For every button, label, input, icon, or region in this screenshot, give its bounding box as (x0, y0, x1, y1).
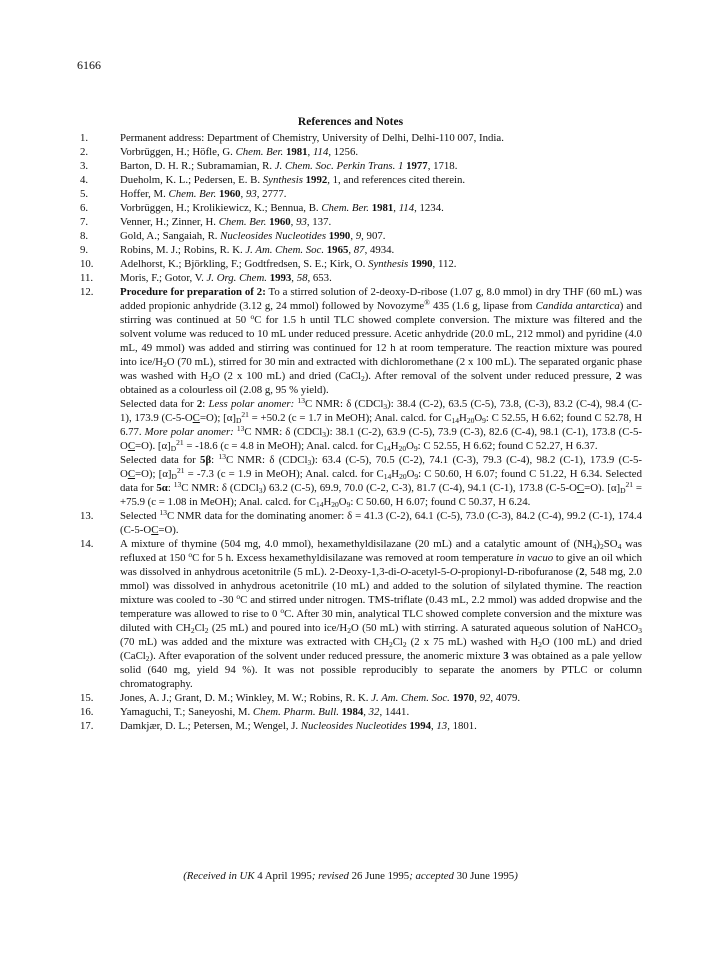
reference-text: Robins, M. J.; Robins, R. K. J. Am. Chem. Soc. 1965, 87, 4934. (120, 244, 395, 256)
revised-label: revised (318, 870, 349, 882)
reference-text: Damkjær, D. L.; Petersen, M.; Wengel, J. Nucleosides Nucleotides 1994, 13, 1801. (120, 720, 477, 732)
reference-text: Moris, F.; Gotor, V. J. Org. Chem. 1993, 58, 653. (120, 272, 332, 284)
reference-text: Dueholm, K. L.; Pedersen, E. B. Synthesis 1992, 1, and references cited therein. (120, 174, 466, 186)
reference-number: 7. (80, 216, 89, 228)
reference-text: A mixture of thymine (504 mg, 4.0 mmol), hexamethyldisilazane (20 mL) and a catalytic amount of $(NH_4)_2SO_4$ was refluxed at 150 $^o$C for 5 h. Excess hexamethyldisilazane was removed at room temperature in vacuo to give an oil which was dissolved in anhydrous acetonitrile (5 mL). 2-Deoxy-1,3-di-O-acetyl-5-O-propionyl-D-ribofuranose (2, 548 mg, 2.0 mmol) was dissolved in anhydrous acetonitrile (10 mL) and added to the solution of silylated thymine. The reaction mixture was cooled to -30 $^o$C and stirred under nitrogen. TMS-triflate (0.43 mL, 2.2 mmol) was added dropwise and the temperature was allowed to rise to 0 $^o$C. After 30 min, analytical TLC showed complete conversion and the mixture was diluted with $CH_2Cl_2$ (25 mL) and poured into ice/$H_2O$ (50 mL) with stirring. A saturated aqueous solution of NaHCO$_3$ (70 mL) was added and the mixture was extracted with $CH_2Cl_2$ (2 x 75 mL) washed with $H_2O$ (100 mL) and dried (CaCl$_2$). After evaporation of the solvent under reduced pressure, the anomeric mixture 3 was obtained as a pale yellow solid (640 mg, yield 94 %). It was not possible reproducibly to separate the anomers by PTLC or column chromatography. (120, 538, 643, 690)
accepted-label: accepted (415, 870, 454, 882)
reference-text: Vorbrüggen, H.; Krolikiewicz, K.; Bennua, B. Chem. Ber. 1981, 114, 1234. (120, 202, 444, 214)
reference-number: 4. (80, 174, 89, 186)
reference-number: 2. (80, 146, 89, 158)
reference-text: Vorbrüggen, H.; Höfle, G. Chem. Ber. 1981, 114, 1256. (120, 146, 359, 158)
received-label: Received in UK (186, 870, 255, 882)
reference-text: Venner, H.; Zinner, H. Chem. Ber. 1960, 93, 137. (120, 216, 332, 228)
reference-item (80, 691, 642, 705)
reference-number: 12. (80, 286, 94, 298)
revised-date: 26 June 1995 (351, 870, 410, 882)
reference-item (80, 201, 642, 215)
reference-number: 1. (80, 132, 89, 144)
footer-note: (Received in UK 4 April 1995; revised 26 June 1995; accepted 30 June 1995) (183, 870, 518, 882)
reference-number: 14. (80, 538, 94, 550)
reference-item (80, 705, 642, 719)
reference-text: Hoffer, M. Chem. Ber. 1960, 93, 2777. (120, 188, 287, 200)
reference-text: Adelhorst, K.; Björkling, F.; Godtfredsen, S. E.; Kirk, O. Synthesis 1990, 112. (120, 258, 457, 270)
reference-number: 8. (80, 230, 89, 242)
reference-item (80, 187, 642, 201)
reference-text: Jones, A. J.; Grant, D. M.; Winkley, M. W.; Robins, R. K. J. Am. Chem. Soc. 1970, 92, 4079. (120, 692, 521, 704)
reference-number: 13. (80, 510, 94, 522)
reference-text: Barton, D. H. R.; Subramamian, R. J. Chem. Soc. Perkin Trans. 1 1977, 1718. (120, 160, 458, 172)
reference-number: 9. (80, 244, 89, 256)
reference-number: 3. (80, 160, 89, 172)
section-title: References and Notes (297, 116, 404, 128)
reference-list (80, 131, 642, 733)
reference-number: 10. (80, 258, 94, 270)
reference-number: 16. (80, 706, 94, 718)
reference-text: Permanent address: Department of Chemistry, University of Delhi, Delhi-110 007, India. (120, 132, 504, 144)
reference-text: Yamaguchi, T.; Saneyoshi, M. Chem. Pharm. Bull. 1984, 32, 1441. (120, 706, 410, 718)
reference-text: Gold, A.; Sangaiah, R. Nucleosides Nucleotides 1990, 9, 907. (120, 230, 386, 242)
reference-item (80, 145, 642, 159)
reference-number: 6. (80, 202, 89, 214)
reference-item (80, 215, 642, 229)
reference-item (80, 537, 642, 691)
reference-number: 11. (80, 272, 94, 284)
reference-item (80, 159, 642, 173)
accepted-date: 30 June 1995 (456, 870, 515, 882)
page-number: 6166 (77, 58, 101, 72)
reference-item (80, 719, 642, 733)
reference-number: 17. (80, 720, 94, 732)
reference-text: Selected $^{13}$C NMR data for the dominating anomer: δ = 41.3 (C-2), 64.1 (C-5), 73.0 (C-3), 84.2 (C-4), 99.2 (C-1), 174.4 (C-5-OC=O). (120, 508, 642, 536)
reference-item (80, 173, 642, 187)
received-date: 4 April 1995 (257, 870, 312, 882)
reference-item (80, 229, 642, 243)
reference-number: 15. (80, 692, 94, 704)
reference-item (80, 285, 642, 509)
reference-number: 5. (80, 188, 89, 200)
reference-item (80, 271, 642, 285)
reference-text: Procedure for preparation of 2: To a stirred solution of 2-deoxy-D-ribose (1.07 g, 8.0 mmol) in dry THF (60 mL) was added propionic anhydride (3.12 g, 24 mmol) followed by Novozyme® 435 (1.6 g, lipase from Candida antarctica) and stirring was continued at 50 $^o$C for 1.5 h until TLC showed complete conversion. The mixture was filtered and the solvent volume was reduced to 10 mL under reduced pressure. Acetic anhydride (20.0 mL, 212 mmol) and pyridine (4.0 mL, 49 mmol) was added and stirring was continued for 12 h at room temperature. The reaction mixture was poured into ice/$H_2O$ (70 mL), stirred for 30 min and extracted with dichloromethane (2 x 100 mL). The separated organic phase was washed with $H_2O$ (2 x 100 mL) and dried (CaCl$_2$). After removal of the solvent under reduced pressure, 2 was obtained as a colourless oil (2.08 g, 95 % yield). Selected data for 2: Less polar anomer: $^{13}$C NMR: δ (CDCl$_3$): 38.4 (C-2), 63.5 (C-5), 73.8, (C-3), 83.2 (C-4), 98.4 (C-1), 173.9 (C-5-OC=O); $[\alpha]_D^{21} = +50.2$ (c = 1.7 in MeOH); Anal. calcd. for $C_{14}H_{20}O_9$: C 52.55, H 6.62; found C 52.78, H 6.77. More polar anomer: $^{13}$C NMR: δ (CDCl$_3$): 38.1 (C-2), 63.9 (C-5), 73.9 (C-3), 82.6 (C-4), 98.1 (C-1), 173.8 (C-5-OC=O). $[\alpha]_D^{21} = -18.6$ (c = 4.8 in MeOH); Anal. calcd. for $C_{14}H_{20}O_9$: C 52.55, H 6.62; found C 52.27, H 6.37. Selected data for 5β: $^{13}$C NMR: δ (CDCl$_3$): 63.4 (C-5), 70.5 (C-2), 74.1 (C-3), 79.3 (C-4), 98.2 (C-1), 173.9 (C-5-OC=O); $[\alpha]_D^{21} = -7.3$ (c = 1.9 in MeOH); Anal. calcd. for $C_{14}H_{20}O_9$: C 50.60, H 6.07; found C 51.22, H 6.34. Selected data for 5α: $^{13}$C NMR: δ (CDCl$_3$) 63.2 (C-5), 69.9, 70.0 (C-2, C-3), 81.7 (C-4), 94.1 (C-1), 173.8 (C-5-OC=O). $[\alpha]_D^{21} = +75.9$ (c = 1.08 in MeOH); Anal. calcd. for $C_{14}H_{20}O_9$: C 50.60, H 6.07; found C 50.37, H 6.24. (120, 286, 643, 509)
reference-item (80, 509, 642, 537)
reference-item (80, 257, 642, 271)
reference-item (80, 131, 642, 145)
reference-item (80, 243, 642, 257)
